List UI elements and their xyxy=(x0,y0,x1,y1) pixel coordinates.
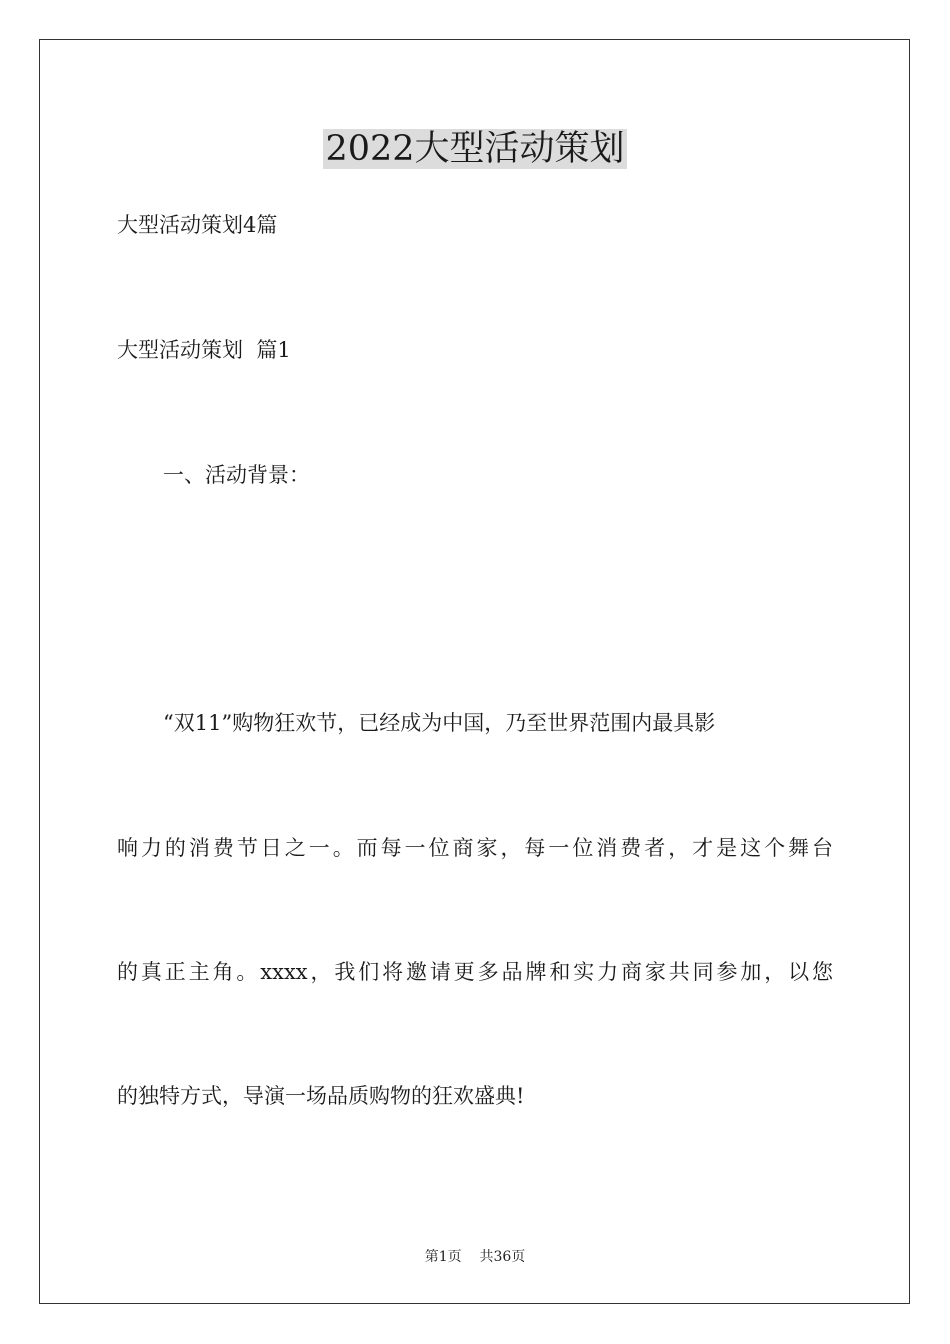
paragraph-line-2: 响力的消费节日之一。而每一位商家，每一位消费者，才是这个舞台 xyxy=(117,836,833,860)
paragraph-line-1: “双11”购物狂欢节，已经成为中国，乃至世界范围内最具影 xyxy=(163,711,716,735)
subsection-heading: 一、活动背景： xyxy=(163,463,310,487)
document-title-text: 2022大型活动策划 xyxy=(325,129,625,169)
paragraph-line-4: 的独特方式，导演一场品质购物的狂欢盛典! xyxy=(117,1084,525,1108)
document-subtitle: 大型活动策划4篇 xyxy=(117,213,278,237)
section-heading: 大型活动策划 篇1 xyxy=(117,338,291,362)
paragraph-line-3: 的真正主角。xxxx，我们将邀请更多品牌和实力商家共同参加，以您 xyxy=(117,960,833,984)
page-number-footer: 第1页 共36页 xyxy=(424,1249,526,1265)
document-title xyxy=(0,128,950,170)
